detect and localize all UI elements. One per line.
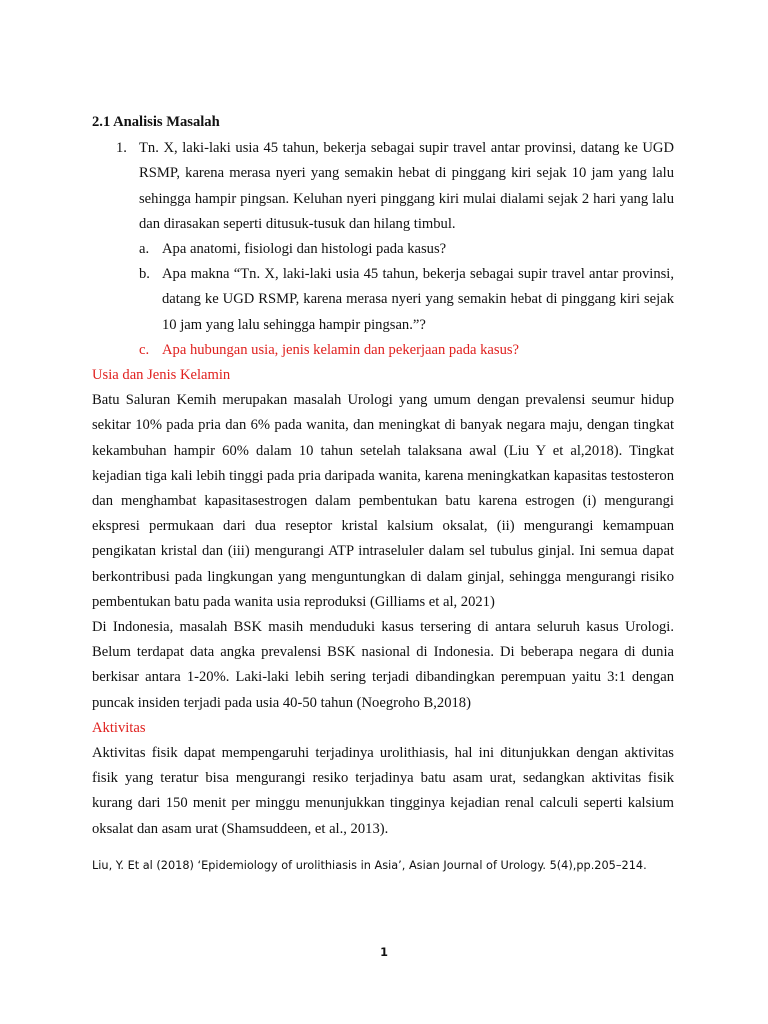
paragraph: Batu Saluran Kemih merupakan masalah Urologi yang umum dengan prevalensi seumur hidup sekitar 10% pada pria dan 6% pada wanita, dan meningkat di banyak negara maju, dengan tingkat kekambuhan hampir 60% dalam 10 tahun setelah talaksana awal (Liu Y et al,2018). Tingkat kejadian tiga kali lebih tinggi pada pria daripada wanita, karena meningkatkan kapasitas testosteron dan menghambat kapasitasestrogen dalam pembentukan batu karena estrogen (i) mengurangi ekspresi permukaan dari dua reseptor kristal kalsium oksalat, (ii) mengurangi kemampuan pengikatan kristal dan (iii) mengurangi ATP intraseluler dalam sel tubulus ginjal. Ini semua dapat berkontribusi pada lingkungan yang menguntungkan di dalam ginjal, sehingga mengurangi risiko pembentukan batu pada wanita usia reproduksi (Gilliams et al, 2021) [92,392,674,610]
sub-item-b [92,262,674,338]
paragraph: Aktivitas fisik dapat mempengaruhi terjadinya urolithiasis, hal ini ditunjukkan dengan aktivitas fisik yang teratur bisa mengurangi resiko terjadinya batu asam urat, sedangkan aktivitas fisik kurang dari 150 menit per minggu menunjukkan tingginya kejadian renal calculi seperti kalsium oksalat dan asam urat (Shamsuddeen, et al., 2013). [92,745,674,837]
list-item-1 [92,136,674,237]
sub-item-a [92,237,674,262]
sub-item-c [92,338,674,363]
sub-item-text: Apa hubungan usia, jenis kelamin dan pekerjaan pada kasus? [162,341,520,358]
sub-item-letter: c. [139,341,150,358]
sub-item-text: Apa anatomi, fisiologi dan histologi pada kasus? [162,241,447,258]
section-heading: 2.1 Analisis Masalah [92,114,220,130]
list-item-text: Tn. X, laki-laki usia 45 tahun, bekerja sebagai supir travel antar provinsi, datang ke UGD RSMP, karena merasa nyeri yang semakin hebat di pinggang kiri sejak 10 jam yang lalu sehingga hampir pingsan. Keluhan nyeri pinggang kiri mulai dialami sejak 2 hari yang lalu dan dirasakan seperti ditusuk-tusuk dan hilang timbul. [139,140,674,232]
sub-item-letter: a. [139,241,150,258]
section-title-usia: Usia dan Jenis Kelamin [92,367,231,384]
sub-item-text: Apa makna “Tn. X, laki-laki usia 45 tahun, bekerja sebagai supir travel antar provinsi, datang ke UGD RSMP, karena merasa nyeri yang semakin hebat di pinggang kiri sejak 10 jam yang lalu sehingga hampir pingsan.”? [162,266,674,333]
page-number: 1 [380,946,388,959]
document-body [92,110,674,842]
list-number: 1. [116,140,127,157]
sub-item-letter: b. [139,266,150,283]
section-title-aktivitas: Aktivitas [92,719,146,736]
reference-citation: Liu, Y. Et al (2018) ‘Epidemiology of urolithiasis in Asia’, Asian Journal of Urology. 5(4),pp.205–214. [92,859,647,872]
paragraph: Di Indonesia, masalah BSK masih menduduki kasus tersering di antara seluruh kasus Urologi. Belum terdapat data angka prevalensi BSK nasional di Indonesia. Di beberapa negara di dunia berkisar antara 1-20%. Laki-laki lebih sering terjadi dibandingkan perempuan yaitu 3:1 dengan puncak insiden terjadi pada usia 40-50 tahun (Noegroho B,2018) [92,619,674,711]
